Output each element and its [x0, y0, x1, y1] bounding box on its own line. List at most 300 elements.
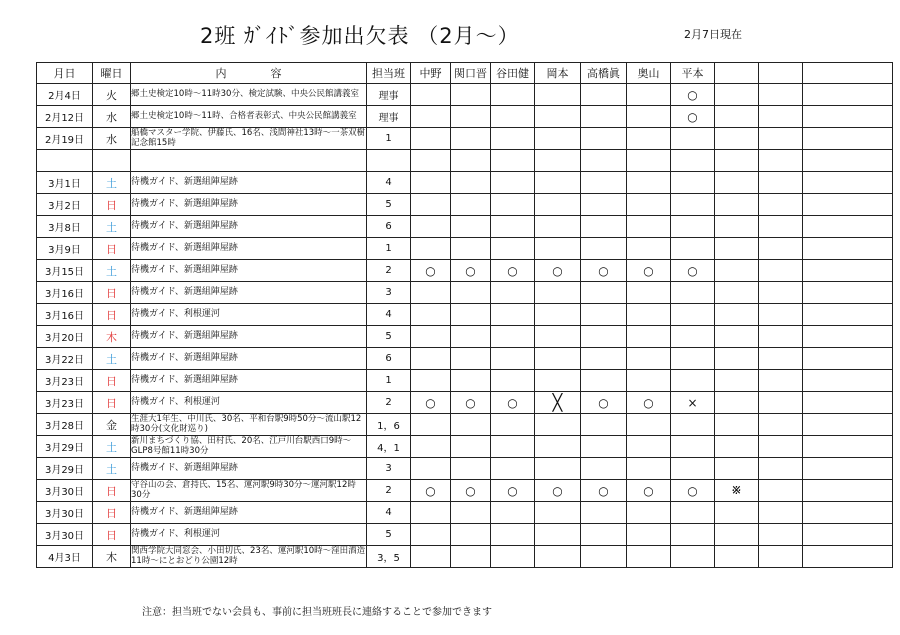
attendance-mark-cell: ○	[411, 392, 451, 414]
team-cell: 理事	[367, 84, 411, 106]
table-row	[37, 282, 893, 304]
attendance-mark-cell	[411, 524, 451, 546]
attendance-mark-cell	[581, 282, 627, 304]
table-row	[37, 348, 893, 370]
attendance-mark-cell	[803, 546, 893, 568]
attendance-mark-cell	[715, 238, 759, 260]
attendance-mark-cell: ╳	[535, 392, 581, 414]
attendance-mark-cell	[411, 326, 451, 348]
attendance-mark-cell	[715, 392, 759, 414]
attendance-mark-cell	[627, 414, 671, 436]
attendance-mark-cell	[491, 458, 535, 480]
attendance-mark-cell	[535, 238, 581, 260]
attendance-mark-cell	[803, 150, 893, 172]
table-row	[37, 502, 893, 524]
column-header	[803, 63, 893, 84]
team-cell: 5	[367, 194, 411, 216]
attendance-mark-cell	[451, 194, 491, 216]
attendance-mark-cell: ○	[671, 480, 715, 502]
attendance-mark-cell	[535, 458, 581, 480]
date-cell: 3月16日	[37, 304, 93, 326]
column-header: 中野	[411, 63, 451, 84]
attendance-mark-cell	[715, 150, 759, 172]
attendance-mark-cell	[451, 216, 491, 238]
team-cell	[367, 150, 411, 172]
content-cell: 郷土史検定10時～11時、合格者表彰式、中央公民館講義室	[131, 106, 367, 128]
date-cell: 2月19日	[37, 128, 93, 150]
attendance-mark-cell	[759, 546, 803, 568]
attendance-mark-cell	[715, 502, 759, 524]
attendance-mark-cell	[803, 106, 893, 128]
attendance-mark-cell	[451, 546, 491, 568]
attendance-mark-cell	[411, 436, 451, 458]
team-cell: 4	[367, 502, 411, 524]
attendance-mark-cell	[759, 524, 803, 546]
attendance-mark-cell	[803, 370, 893, 392]
attendance-mark-cell: ○	[671, 84, 715, 106]
attendance-mark-cell	[581, 524, 627, 546]
weekday-cell: 土	[93, 348, 131, 370]
content-cell: 待機ガイド、利根運河	[131, 392, 367, 414]
attendance-mark-cell	[535, 370, 581, 392]
attendance-mark-cell	[759, 172, 803, 194]
attendance-mark-cell	[581, 414, 627, 436]
column-header	[715, 63, 759, 84]
attendance-mark-cell	[759, 458, 803, 480]
attendance-mark-cell	[581, 172, 627, 194]
attendance-mark-cell: ○	[451, 392, 491, 414]
table-row	[37, 216, 893, 238]
attendance-mark-cell	[627, 216, 671, 238]
column-header: 関口晋	[451, 63, 491, 84]
attendance-mark-cell	[535, 194, 581, 216]
team-cell: 4	[367, 304, 411, 326]
attendance-mark-cell	[581, 326, 627, 348]
attendance-mark-cell	[715, 414, 759, 436]
content-cell: 待機ガイド、新選組陣屋跡	[131, 216, 367, 238]
content-cell: 船橋マスター学院、伊藤氏、16名、浅間神社13時～一茶双樹記念館15時	[131, 128, 366, 148]
attendance-mark-cell	[451, 304, 491, 326]
attendance-mark-cell	[715, 282, 759, 304]
attendance-mark-cell	[491, 546, 535, 568]
team-cell: 5	[367, 326, 411, 348]
attendance-mark-cell	[491, 282, 535, 304]
table-row	[37, 260, 893, 282]
attendance-mark-cell	[581, 304, 627, 326]
table-row	[37, 128, 893, 150]
attendance-mark-cell	[627, 326, 671, 348]
team-cell: 1	[367, 128, 411, 150]
attendance-mark-cell	[535, 502, 581, 524]
attendance-mark-cell	[759, 238, 803, 260]
attendance-mark-cell	[627, 436, 671, 458]
attendance-mark-cell	[759, 326, 803, 348]
attendance-mark-cell	[671, 458, 715, 480]
attendance-mark-cell	[581, 370, 627, 392]
weekday-cell: 水	[93, 128, 131, 150]
content-cell: 待機ガイド、新選組陣屋跡	[131, 326, 367, 348]
attendance-mark-cell	[451, 370, 491, 392]
attendance-mark-cell	[535, 282, 581, 304]
table-row	[37, 106, 893, 128]
attendance-mark-cell	[451, 436, 491, 458]
weekday-cell: 火	[93, 84, 131, 106]
weekday-cell: 日	[93, 502, 131, 524]
attendance-mark-cell	[715, 546, 759, 568]
attendance-mark-cell: ○	[411, 260, 451, 282]
attendance-mark-cell: ○	[491, 392, 535, 414]
attendance-mark-cell	[627, 370, 671, 392]
attendance-mark-cell	[759, 348, 803, 370]
weekday-cell: 日	[93, 392, 131, 414]
attendance-mark-cell	[491, 194, 535, 216]
attendance-mark-cell	[451, 348, 491, 370]
attendance-mark-cell	[535, 546, 581, 568]
date-cell: 3月9日	[37, 238, 93, 260]
attendance-mark-cell: ○	[671, 260, 715, 282]
team-cell: 5	[367, 524, 411, 546]
attendance-mark-cell	[627, 194, 671, 216]
date-cell: 3月20日	[37, 326, 93, 348]
attendance-mark-cell	[759, 370, 803, 392]
attendance-mark-cell	[715, 84, 759, 106]
attendance-mark-cell	[411, 172, 451, 194]
attendance-mark-cell	[411, 458, 451, 480]
attendance-mark-cell	[803, 304, 893, 326]
table-row	[37, 84, 893, 106]
attendance-mark-cell	[759, 304, 803, 326]
attendance-mark-cell	[491, 172, 535, 194]
attendance-mark-cell	[671, 502, 715, 524]
attendance-mark-cell	[411, 370, 451, 392]
attendance-mark-cell	[627, 172, 671, 194]
attendance-mark-cell	[581, 194, 627, 216]
date-cell: 3月8日	[37, 216, 93, 238]
attendance-mark-cell	[627, 458, 671, 480]
attendance-mark-cell	[491, 84, 535, 106]
date-cell: 3月23日	[37, 392, 93, 414]
date-cell: 3月30日	[37, 480, 93, 502]
content-cell: 生涯大1年生、中川氏、30名、平和台駅9時50分～流山駅12時30分(文化財巡り)	[131, 414, 367, 436]
content-cell: 待機ガイド、利根運河	[131, 524, 367, 546]
column-header: 高橋眞	[581, 63, 627, 84]
attendance-mark-cell	[491, 238, 535, 260]
attendance-mark-cell	[627, 304, 671, 326]
attendance-mark-cell	[671, 370, 715, 392]
attendance-mark-cell	[411, 106, 451, 128]
attendance-mark-cell	[491, 502, 535, 524]
attendance-mark-cell	[803, 392, 893, 414]
column-header: 月日	[37, 63, 93, 84]
attendance-mark-cell	[759, 84, 803, 106]
attendance-mark-cell	[715, 304, 759, 326]
weekday-cell	[93, 150, 131, 172]
weekday-cell: 土	[93, 172, 131, 194]
attendance-mark-cell	[671, 172, 715, 194]
date-cell	[37, 150, 93, 172]
date-cell: 3月15日	[37, 260, 93, 282]
team-cell: 3，5	[367, 546, 411, 568]
attendance-mark-cell	[411, 282, 451, 304]
weekday-cell: 日	[93, 282, 131, 304]
attendance-mark-cell	[759, 414, 803, 436]
attendance-mark-cell	[451, 524, 491, 546]
attendance-mark-cell	[715, 436, 759, 458]
attendance-mark-cell	[451, 414, 491, 436]
attendance-mark-cell: ○	[451, 260, 491, 282]
attendance-mark-cell	[581, 458, 627, 480]
attendance-mark-cell	[411, 216, 451, 238]
table-row	[37, 238, 893, 260]
attendance-table	[36, 62, 893, 568]
attendance-mark-cell	[411, 546, 451, 568]
attendance-mark-cell: ○	[491, 480, 535, 502]
attendance-mark-cell	[535, 150, 581, 172]
attendance-mark-cell: ○	[581, 260, 627, 282]
column-header: 岡本	[535, 63, 581, 84]
attendance-mark-cell	[535, 84, 581, 106]
attendance-mark-cell	[803, 282, 893, 304]
attendance-mark-cell	[671, 238, 715, 260]
attendance-mark-cell	[759, 392, 803, 414]
attendance-mark-cell	[759, 194, 803, 216]
attendance-mark-cell	[411, 84, 451, 106]
date-cell: 2月12日	[37, 106, 93, 128]
attendance-mark-cell	[803, 128, 893, 150]
weekday-cell: 日	[93, 194, 131, 216]
weekday-cell: 土	[93, 458, 131, 480]
attendance-mark-cell	[671, 348, 715, 370]
team-cell: 2	[367, 260, 411, 282]
attendance-mark-cell: ○	[581, 480, 627, 502]
attendance-mark-cell	[535, 348, 581, 370]
attendance-mark-cell	[411, 128, 451, 150]
attendance-mark-cell	[803, 524, 893, 546]
content-cell: 待機ガイド、新選組陣屋跡	[131, 502, 367, 524]
attendance-mark-cell	[581, 436, 627, 458]
attendance-mark-cell	[671, 282, 715, 304]
attendance-mark-cell	[451, 172, 491, 194]
date-cell: 3月22日	[37, 348, 93, 370]
attendance-mark-cell	[411, 304, 451, 326]
attendance-mark-cell	[627, 106, 671, 128]
attendance-mark-cell	[491, 436, 535, 458]
attendance-mark-cell: ※	[715, 480, 759, 502]
table-row	[37, 436, 893, 458]
attendance-mark-cell	[803, 348, 893, 370]
attendance-mark-cell	[715, 172, 759, 194]
attendance-mark-cell	[803, 414, 893, 436]
attendance-mark-cell	[671, 128, 715, 150]
attendance-mark-cell: ○	[671, 106, 715, 128]
attendance-mark-cell: ○	[411, 480, 451, 502]
date-cell: 2月4日	[37, 84, 93, 106]
weekday-cell: 日	[93, 370, 131, 392]
attendance-mark-cell	[627, 282, 671, 304]
attendance-mark-cell	[803, 480, 893, 502]
date-cell: 3月2日	[37, 194, 93, 216]
attendance-mark-cell	[759, 150, 803, 172]
attendance-mark-cell	[671, 216, 715, 238]
attendance-mark-cell	[451, 238, 491, 260]
attendance-mark-cell	[451, 502, 491, 524]
table-row	[37, 546, 893, 568]
attendance-mark-cell	[411, 150, 451, 172]
weekday-cell: 日	[93, 524, 131, 546]
column-header: 平本	[671, 63, 715, 84]
attendance-mark-cell	[581, 150, 627, 172]
attendance-mark-cell	[451, 150, 491, 172]
attendance-mark-cell	[491, 304, 535, 326]
attendance-mark-cell	[671, 524, 715, 546]
attendance-mark-cell	[715, 326, 759, 348]
attendance-mark-cell	[803, 238, 893, 260]
attendance-mark-cell	[759, 436, 803, 458]
attendance-mark-cell	[627, 524, 671, 546]
attendance-mark-cell	[671, 194, 715, 216]
table-row	[37, 194, 893, 216]
weekday-cell: 日	[93, 480, 131, 502]
weekday-cell: 水	[93, 106, 131, 128]
date-cell: 3月1日	[37, 172, 93, 194]
weekday-cell: 土	[93, 260, 131, 282]
content-cell: 待機ガイド、新選組陣屋跡	[131, 282, 367, 304]
attendance-mark-cell	[491, 326, 535, 348]
attendance-mark-cell: ○	[491, 260, 535, 282]
attendance-mark-cell	[715, 260, 759, 282]
table-row	[37, 480, 893, 502]
table-row	[37, 392, 893, 414]
attendance-mark-cell: ×	[671, 392, 715, 414]
attendance-mark-cell	[491, 216, 535, 238]
team-cell: 1，6	[367, 414, 411, 436]
team-cell: 1	[367, 238, 411, 260]
team-cell: 4，1	[367, 436, 411, 458]
content-cell: 待機ガイド、新選組陣屋跡	[131, 458, 367, 480]
attendance-mark-cell	[715, 106, 759, 128]
column-header: 谷田健	[491, 63, 535, 84]
date-cell: 3月29日	[37, 458, 93, 480]
attendance-mark-cell	[671, 414, 715, 436]
attendance-mark-cell	[535, 326, 581, 348]
attendance-mark-cell	[451, 326, 491, 348]
team-cell: 理事	[367, 106, 411, 128]
attendance-mark-cell	[803, 216, 893, 238]
attendance-mark-cell	[803, 172, 893, 194]
attendance-mark-cell	[759, 480, 803, 502]
attendance-mark-cell	[759, 502, 803, 524]
attendance-mark-cell	[627, 84, 671, 106]
weekday-cell: 日	[93, 304, 131, 326]
attendance-mark-cell: ○	[627, 480, 671, 502]
attendance-mark-cell	[715, 370, 759, 392]
attendance-mark-cell	[715, 216, 759, 238]
column-header	[759, 63, 803, 84]
attendance-mark-cell	[715, 348, 759, 370]
table-row	[37, 370, 893, 392]
attendance-mark-cell: ○	[451, 480, 491, 502]
attendance-mark-cell	[671, 436, 715, 458]
attendance-mark-cell: ○	[535, 260, 581, 282]
table-row	[37, 304, 893, 326]
date-cell: 3月28日	[37, 414, 93, 436]
weekday-cell: 土	[93, 216, 131, 238]
team-cell: 4	[367, 172, 411, 194]
team-cell: 1	[367, 370, 411, 392]
date-cell: 3月29日	[37, 436, 93, 458]
table-row	[37, 524, 893, 546]
content-cell: 待機ガイド、利根運河	[131, 304, 367, 326]
date-cell: 3月23日	[37, 370, 93, 392]
date-cell: 3月30日	[37, 524, 93, 546]
team-cell: 2	[367, 392, 411, 414]
attendance-mark-cell	[759, 282, 803, 304]
date-cell: 4月3日	[37, 546, 93, 568]
team-cell: 6	[367, 216, 411, 238]
attendance-mark-cell	[581, 546, 627, 568]
content-cell: 待機ガイド、新選組陣屋跡	[131, 172, 367, 194]
attendance-mark-cell	[491, 150, 535, 172]
attendance-mark-cell	[411, 414, 451, 436]
attendance-mark-cell	[627, 502, 671, 524]
attendance-mark-cell	[535, 216, 581, 238]
column-header: 担当班	[367, 63, 411, 84]
table-row	[37, 172, 893, 194]
header-row	[37, 63, 893, 84]
attendance-mark-cell	[671, 304, 715, 326]
attendance-mark-cell	[535, 414, 581, 436]
table-body	[37, 84, 893, 568]
attendance-mark-cell	[627, 546, 671, 568]
table-row	[37, 326, 893, 348]
page-title: 2班 ｶﾞｲﾄﾞ参加出欠表 （2月～）	[200, 24, 520, 48]
attendance-mark-cell	[759, 216, 803, 238]
date-cell: 3月30日	[37, 502, 93, 524]
team-cell: 3	[367, 282, 411, 304]
attendance-mark-cell	[535, 436, 581, 458]
attendance-mark-cell	[411, 238, 451, 260]
attendance-mark-cell	[535, 128, 581, 150]
attendance-mark-cell	[411, 502, 451, 524]
content-cell: 待機ガイド、新選組陣屋跡	[131, 260, 367, 282]
content-cell: 待機ガイド、新選組陣屋跡	[131, 348, 367, 370]
content-cell: 関西学院大同窓会、小田切氏、23名、運河駅10時～窪田酒造11時～にとおどり公園12時	[131, 546, 366, 566]
team-cell: 6	[367, 348, 411, 370]
attendance-mark-cell	[803, 194, 893, 216]
attendance-mark-cell	[451, 458, 491, 480]
attendance-mark-cell	[803, 502, 893, 524]
attendance-mark-cell	[803, 260, 893, 282]
attendance-mark-cell	[581, 128, 627, 150]
attendance-mark-cell	[491, 414, 535, 436]
attendance-mark-cell: ○	[627, 260, 671, 282]
attendance-mark-cell	[581, 106, 627, 128]
date-cell: 3月16日	[37, 282, 93, 304]
footnote: 注意：担当班でない会員も、事前に担当班班長に連絡することで参加できます	[142, 607, 492, 618]
content-cell: 待機ガイド、新選組陣屋跡	[131, 238, 367, 260]
attendance-mark-cell: ○	[581, 392, 627, 414]
attendance-mark-cell	[627, 348, 671, 370]
attendance-mark-cell	[491, 524, 535, 546]
weekday-cell: 木	[93, 326, 131, 348]
content-cell	[131, 150, 367, 172]
attendance-mark-cell	[715, 128, 759, 150]
attendance-mark-cell	[627, 128, 671, 150]
attendance-mark-cell	[535, 524, 581, 546]
weekday-cell: 日	[93, 238, 131, 260]
attendance-mark-cell	[491, 370, 535, 392]
content-cell: 郷土史検定10時～11時30分、検定試験、中央公民館講義室	[131, 84, 367, 106]
